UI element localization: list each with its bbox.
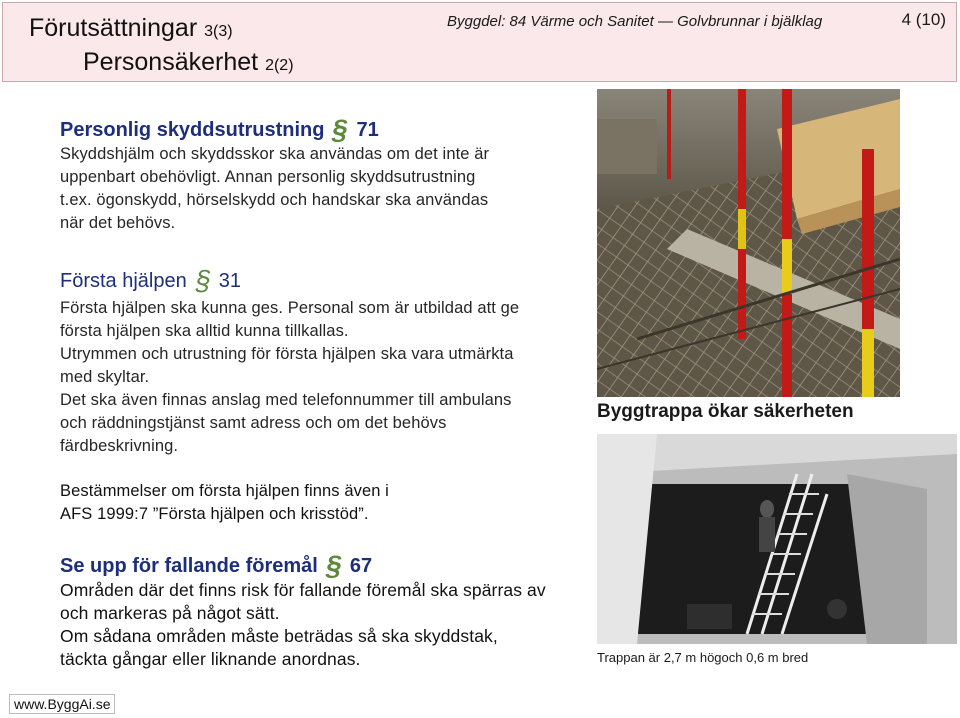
slide-header [2, 2, 957, 82]
title-number: 3(3) [204, 23, 233, 40]
slide-title [29, 13, 294, 81]
text-line: färdbeskrivning. [60, 437, 179, 455]
bottom-photo-caption: Trappan är 2,7 m högoch 0,6 m bred [597, 650, 809, 665]
heading-ref: 71 [356, 119, 379, 141]
section-heading-falling-objects [60, 550, 580, 581]
heading-ref: 67 [349, 555, 373, 577]
paragraph-sign-icon: § [192, 265, 214, 296]
section-body-falling-objects [60, 579, 580, 671]
text-line: Bestämmelser om första hjälpen finns även i [60, 482, 389, 500]
first-aid-reference [60, 480, 580, 526]
heading-text: Personlig skyddsutrustning [60, 119, 325, 141]
subtitle [83, 47, 294, 81]
text-line: och markeras på något sätt. [60, 603, 280, 623]
text-line: och räddningstjänst samt adress och om det behövs [60, 414, 447, 432]
footer-logo: www.ByggAi.se [9, 694, 115, 714]
header-category: Byggdel: 84 Värme och Sanitet ― Golvbrunnar i bjälklag [447, 13, 823, 30]
construction-site-illustration [597, 89, 900, 397]
main-text [60, 114, 580, 671]
section-body-first-aid [60, 297, 580, 458]
title-text: Förutsättningar [29, 14, 198, 42]
text-line: när det behövs. [60, 214, 176, 232]
section-heading-ppe [60, 114, 580, 145]
text-line: uppenbart obehövligt. Annan personlig skyddsutrustning [60, 168, 476, 186]
heading-ref: 31 [218, 270, 241, 292]
heading-text: Första hjälpen [60, 270, 187, 292]
section-body-ppe [60, 143, 580, 235]
text-line: första hjälpen ska alltid kunna tillkallas. [60, 322, 349, 340]
page-number: 4 (10) [901, 10, 946, 29]
text-line: t.ex. ögonskydd, hörselskydd och handskar ska användas [60, 191, 489, 209]
text-line: Om sådana områden måste beträdas så ska skyddstak, [60, 626, 498, 646]
text-line: täckta gångar eller liknande anordnas. [60, 649, 361, 669]
subtitle-number: 2(2) [265, 57, 294, 74]
heading-text: Se upp för fallande föremål [60, 555, 318, 577]
construction-site-photo [597, 89, 900, 397]
top-photo-caption: Byggtrappa ökar säkerheten [597, 401, 854, 422]
section-heading-first-aid [60, 265, 580, 296]
paragraph-sign-icon: § [323, 550, 345, 581]
text-line: Utrymmen och utrustning för första hjälpen ska vara utmärkta [60, 345, 514, 363]
text-line: Områden där det finns risk för fallande föremål ska spärras av [60, 580, 546, 600]
text-line: Det ska även finnas anslag med telefonnummer till ambulans [60, 391, 512, 409]
stair-tower-photo [597, 434, 957, 644]
paragraph-sign-icon: § [330, 114, 352, 145]
subtitle-text: Personsäkerhet [83, 48, 259, 76]
text-line: AFS 1999:7 ”Första hjälpen och krisstöd”. [60, 505, 369, 523]
text-line: Första hjälpen ska kunna ges. Personal som är utbildad att ge [60, 299, 520, 317]
text-line: Skyddshjälm och skyddsskor ska användas om det inte är [60, 145, 490, 163]
text-line: med skyltar. [60, 368, 150, 386]
stair-tower-illustration [597, 434, 957, 644]
